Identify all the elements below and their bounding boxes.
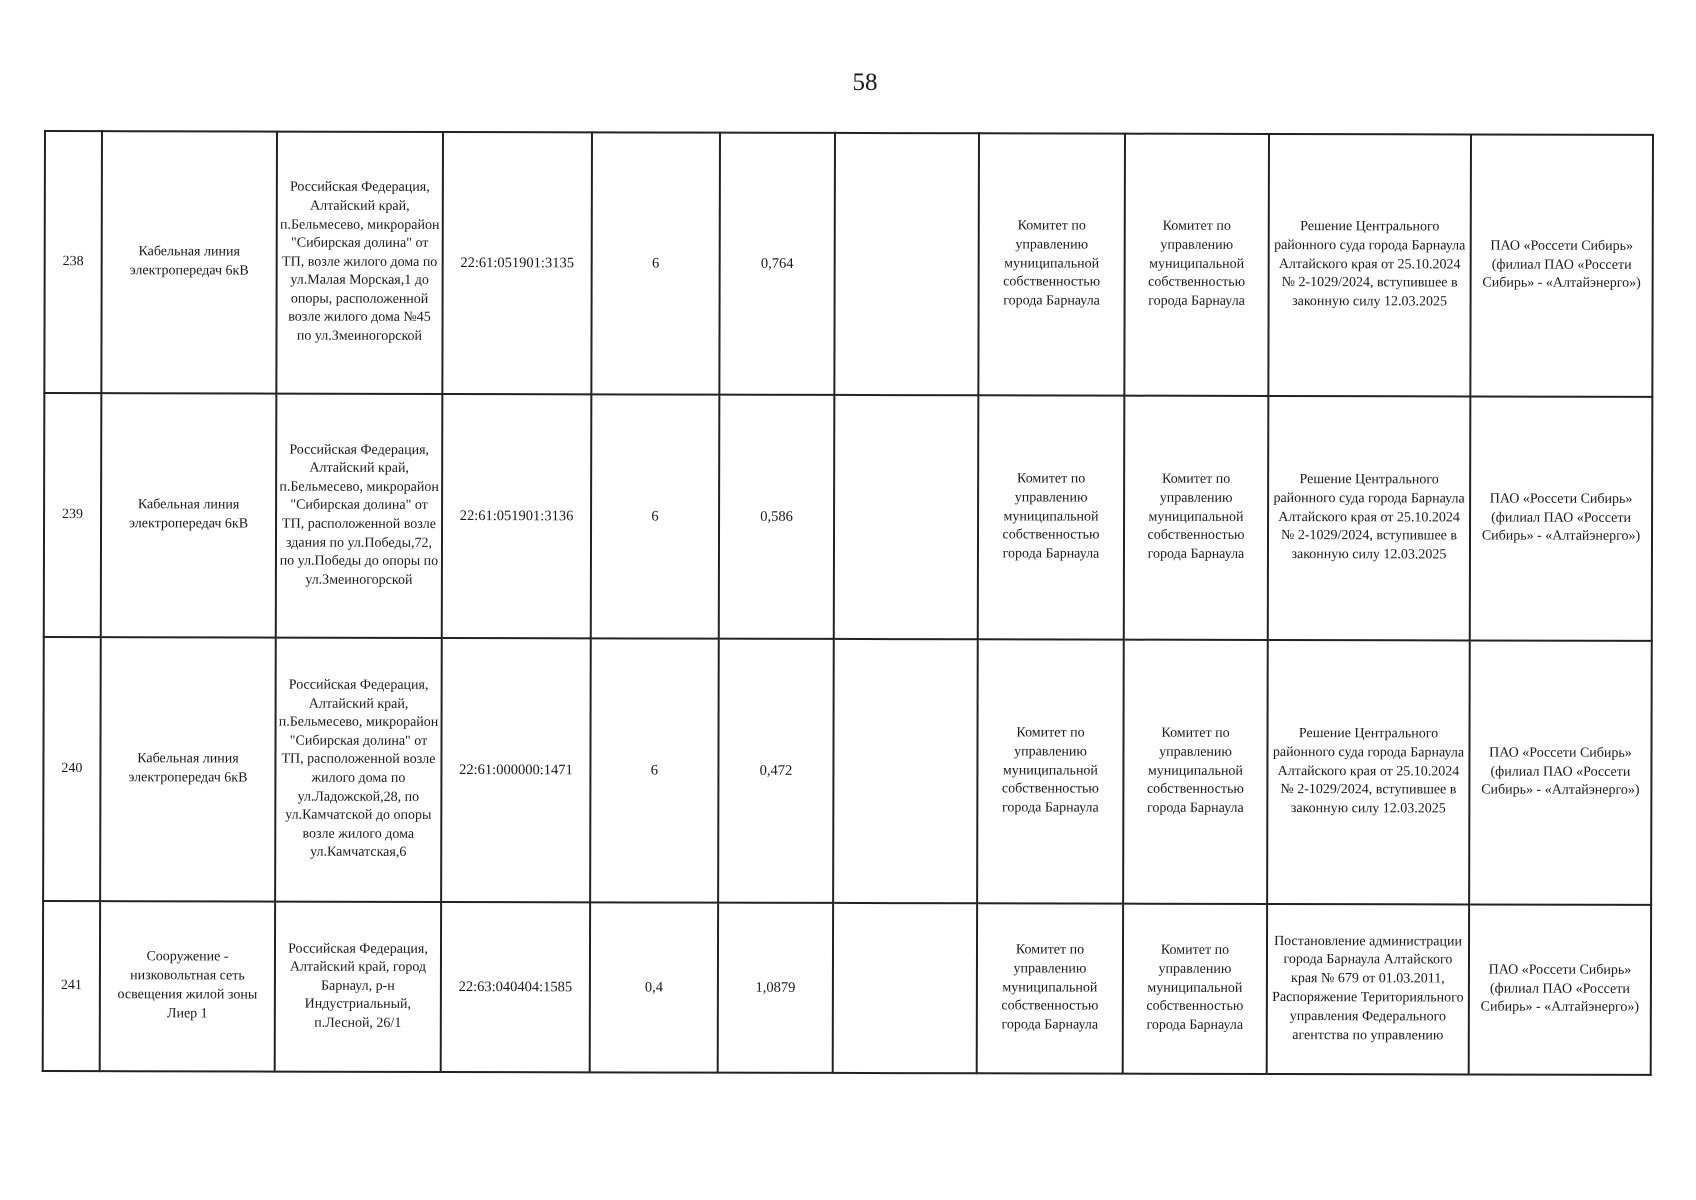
table-row bbox=[44, 393, 1653, 641]
empty-cell bbox=[834, 133, 979, 395]
table-row bbox=[43, 901, 1651, 1075]
row-number-cell: 238 bbox=[44, 131, 102, 393]
object-name-cell: Кабельная линия электропередач 6кВ bbox=[101, 393, 277, 637]
owner-cell: Комитет по управлению муниципальной собственностью города Барнаула bbox=[1124, 396, 1269, 640]
holder-cell: Комитет по управлению муниципальной собственностью города Барнаула bbox=[977, 639, 1124, 903]
length-cell: 0,472 bbox=[718, 639, 834, 903]
address-cell: Российская Федерация, Алтайский край, п.Бельмесево, микрорайон "Сибирская долина" от ТП, возле жилого дома по ул.Малая Морская,1 до опоры, расположенной возле жилого дома №45 по ул.Змеиногорской bbox=[276, 132, 443, 394]
voltage-cell: 6 bbox=[591, 394, 720, 638]
row-number-cell: 240 bbox=[43, 637, 101, 901]
owner-cell: Комитет по управлению муниципальной собственностью города Барнаула bbox=[1124, 134, 1269, 396]
table-row bbox=[43, 637, 1652, 905]
cadastral-number-cell: 22:61:051901:3135 bbox=[442, 132, 592, 394]
length-cell: 1,0879 bbox=[718, 903, 833, 1073]
owner-cell: Комитет по управлению муниципальной собственностью города Барнаула bbox=[1123, 904, 1267, 1074]
cadastral-number-cell: 22:63:040404:1585 bbox=[441, 902, 590, 1072]
voltage-cell: 0,4 bbox=[590, 902, 718, 1072]
holder-cell: Комитет по управлению муниципальной собственностью города Барнаула bbox=[978, 395, 1125, 639]
address-cell: Российская Федерация, Алтайский край, п.Бельмесево, микрорайон "Сибирская долина" от ТП, расположенной возле здания по ул.Победы,72, по ул.Победы до опоры по ул.Змеиногорской bbox=[276, 394, 443, 638]
row-number-cell: 239 bbox=[44, 393, 102, 637]
basis-document-cell: Постановление администрации города Барнаула Алтайского края № 679 от 01.03.2011, Распоряжение Територияльного управления Федерального агентства по управлению bbox=[1267, 904, 1469, 1074]
holder-cell: Комитет по управлению муниципальной собственностью города Барнаула bbox=[977, 903, 1123, 1073]
table-row bbox=[44, 131, 1653, 397]
operator-cell: ПАО «Россети Сибирь» (филиал ПАО «Россети Сибирь» - «Алтайэнерго») bbox=[1470, 396, 1653, 640]
address-cell: Российская Федерация, Алтайский край, город Барнаул, р-н Индустриальный, п.Лесной, 26/1 bbox=[275, 902, 441, 1072]
holder-cell: Комитет по управлению муниципальной собственностью города Барнаула bbox=[978, 133, 1125, 395]
length-cell: 0,586 bbox=[719, 395, 835, 639]
basis-document-cell: Решение Центрального районного суда города Барнаула Алтайского края от 25.10.2024 № 2-1029/2024, вступившее в законную силу 12.03.2025 bbox=[1268, 396, 1471, 640]
object-name-cell: Кабельная линия электропередач 6кВ bbox=[101, 131, 277, 393]
registry-table bbox=[42, 130, 1654, 1076]
address-cell: Российская Федерация, Алтайский край, п.Бельмесево, микрорайон "Сибирская долина" от ТП, расположенной возле жилого дома по ул.Ладожской,28, по ул.Камчатской до опоры возле жилого дома ул.Камчатская,6 bbox=[275, 638, 442, 902]
object-name-cell: Сооружение - низковольтная сеть освещения жилой зоны Лиер 1 bbox=[100, 901, 275, 1071]
basis-document-cell: Решение Центрального районного суда города Барнаула Алтайского края от 25.10.2024 № 2-1029/2024, вступившее в законную силу 12.03.2025 bbox=[1268, 134, 1471, 396]
empty-cell bbox=[833, 903, 977, 1073]
length-cell: 0,764 bbox=[719, 133, 835, 395]
empty-cell bbox=[833, 639, 978, 903]
object-name-cell: Кабельная линия электропередач 6кВ bbox=[100, 637, 276, 901]
row-number-cell: 241 bbox=[43, 901, 100, 1071]
voltage-cell: 6 bbox=[591, 132, 720, 394]
operator-cell: ПАО «Россети Сибирь» (филиал ПАО «Россети Сибирь» - «Алтайэнерго») bbox=[1469, 904, 1651, 1074]
page-number: 58 bbox=[852, 69, 878, 96]
basis-document-cell: Решение Центрального районного суда города Барнаула Алтайского края от 25.10.2024 № 2-1029/2024, вступившее в законную силу 12.03.2025 bbox=[1267, 640, 1470, 904]
cadastral-number-cell: 22:61:051901:3136 bbox=[442, 394, 592, 638]
empty-cell bbox=[834, 395, 979, 639]
owner-cell: Комитет по управлению муниципальной собственностью города Барнаула bbox=[1123, 640, 1268, 904]
cadastral-number-cell: 22:61:000000:1471 bbox=[441, 638, 591, 902]
voltage-cell: 6 bbox=[590, 638, 719, 902]
operator-cell: ПАО «Россети Сибирь» (филиал ПАО «Россети Сибирь» - «Алтайэнерго») bbox=[1469, 640, 1652, 904]
operator-cell: ПАО «Россети Сибирь» (филиал ПАО «Россети Сибирь» - «Алтайэнерго») bbox=[1470, 134, 1653, 396]
